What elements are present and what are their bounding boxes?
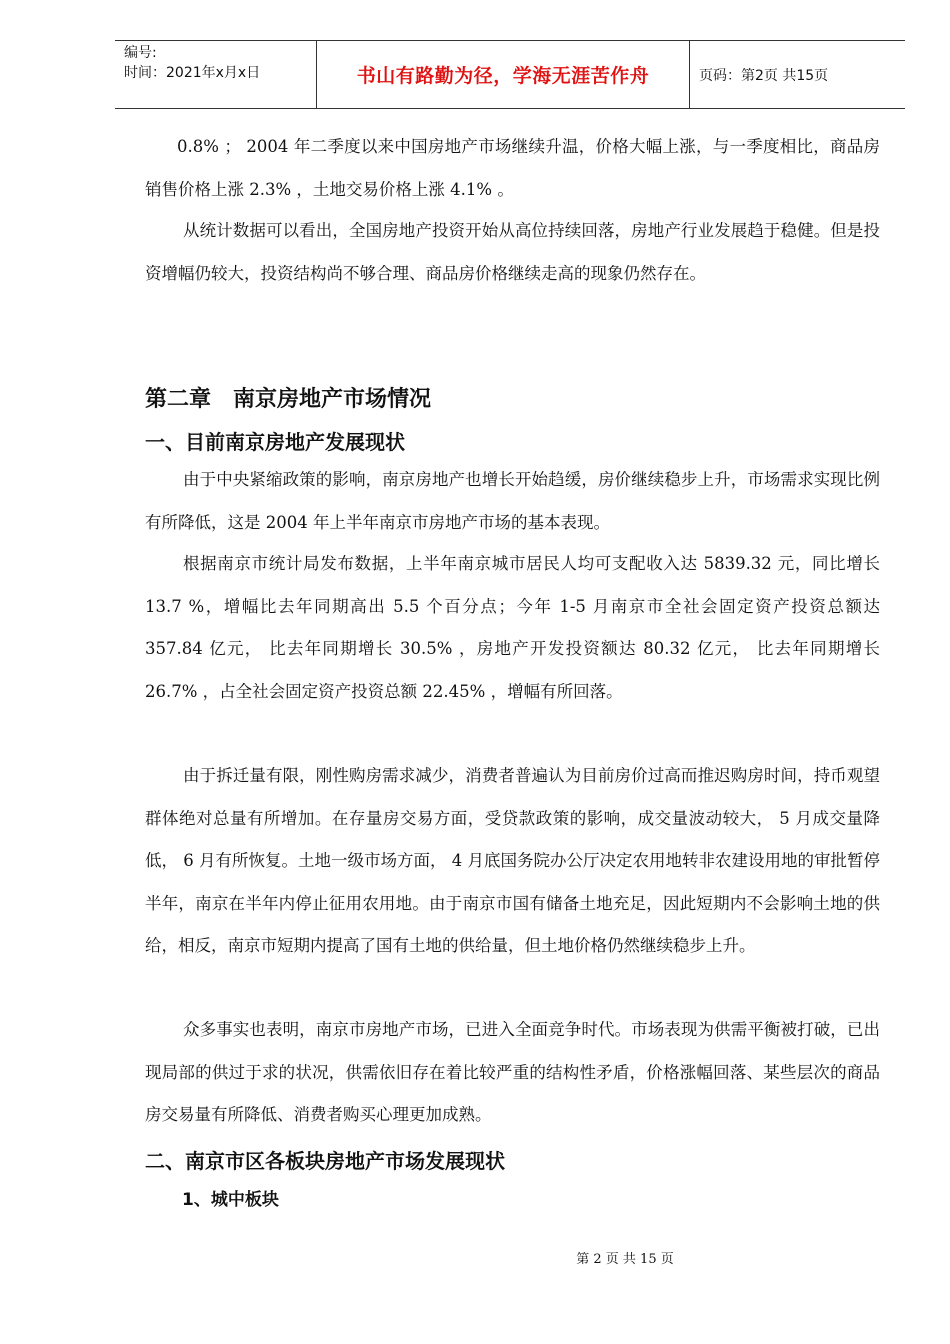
- page-header: [115, 40, 905, 109]
- paragraph-policy-impact: 由于中央紧缩政策的影响，南京房地产也增长开始趋缓，房价继续稳步上升，市场需求实现比例有所降低，这是 2004 年上半年南京市房地产市场的基本表现。: [145, 470, 880, 532]
- document-time-label: 时间：2021年x月x日: [124, 65, 261, 81]
- page-footer: 第 2 页 共 15 页: [576, 1252, 674, 1267]
- paragraph-market-competition: 众多事实也表明，南京市房地产市场，已进入全面竞争时代。市场表现为供需平衡被打破，已出现局部的供过于求的状况，供需依旧存在着比较严重的结构性矛盾，价格涨幅回落、某些层次的商品房交易量有所降低、消费者购买心理更加成熟。: [145, 1020, 880, 1124]
- header-motto: 书山有路勤为径，学海无涯苦作舟: [316, 41, 690, 108]
- paragraph-statistics-summary: 从统计数据可以看出，全国房地产投资开始从高位持续回落，房地产行业发展趋于稳健。但是投资增幅仍较大，投资结构尚不够合理、商品房价格继续走高的现象仍然存在。: [145, 221, 880, 283]
- section-title-current-status: 一、目前南京房地产发展现状: [145, 430, 405, 454]
- header-page-label: 页码：第2页 共15页: [699, 67, 829, 84]
- paragraph-investment-growth: 0.8% ； 2004 年二季度以来中国房地产市场继续升温，价格大幅上涨，与一季度相比，商品房销售价格上涨 2.3% ，土地交易价格上涨 4.1% 。: [145, 137, 880, 199]
- header-meta: [115, 41, 316, 108]
- document-number-label: 编号:: [124, 45, 157, 61]
- subsection-title-city-center: 1、城中板块: [182, 1190, 279, 1210]
- section-title-districts: 二、南京市区各板块房地产市场发展现状: [145, 1149, 505, 1173]
- paragraph-nanjing-statistics: 根据南京市统计局发布数据，上半年南京城市居民人均可支配收入达 5839.32 元，同比增长 13.7 %，增幅比去年同期高出 5.5 个百分点；今年 1-5 月南京市全社会固定资产投资总额达 357.84 亿元， 比去年同期增长 30.5% ，房地产开发投资额达 80.32 亿元， 比去年同期增长 26.7% ，占全社会固定资产投资总额 22.45% ，增幅有所回落。: [145, 554, 880, 701]
- chapter-title: 第二章 南京房地产市场情况: [145, 387, 432, 412]
- paragraph-housing-demand: 由于拆迁量有限，刚性购房需求减少，消费者普遍认为目前房价过高而推迟购房时间，持币观望群体绝对总量有所增加。在存量房交易方面，受贷款政策的影响，成交量波动较大， 5 月成交量降低， 6 月有所恢复。土地一级市场方面， 4 月底国务院办公厅决定农用地转非农建设用地的审批暂停半年，南京在半年内停止征用农用地。由于南京市国有储备土地充足，因此短期内不会影响土地的供给，相反，南京市短期内提高了国有土地的供给量，但土地价格仍然继续稳步上升。: [145, 766, 880, 955]
